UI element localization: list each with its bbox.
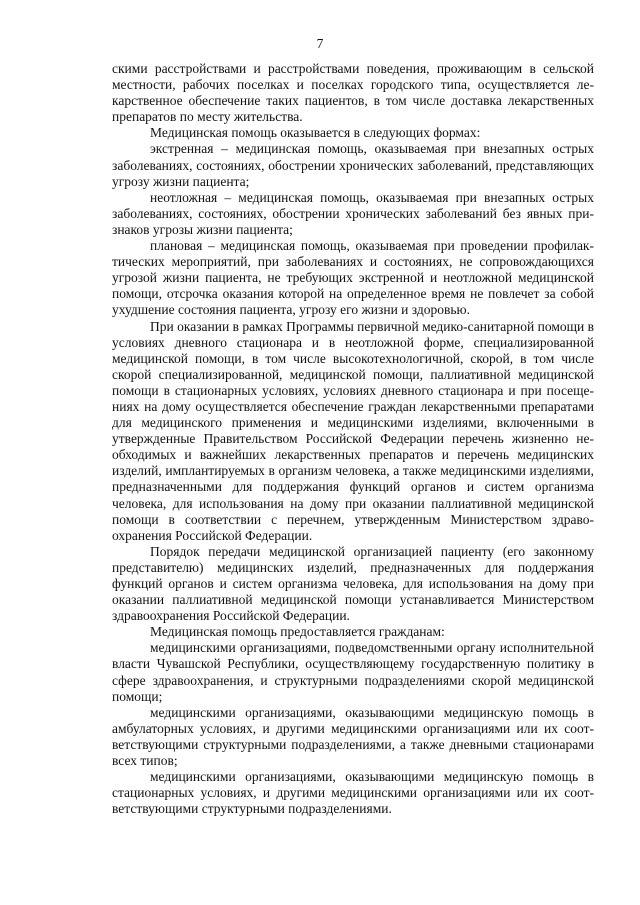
paragraph-urgent: неотложная – медицинская помощь, оказываемая при внезапных острых заболеваниях, состояниях, обострении хронических заболеваний без явных признаков угрозы жизни пациента; xyxy=(112,189,594,237)
paragraph-provider-outpatient: медицинскими организациями, оказывающими медицинскую помощь в амбулаторных условиях, и другими медицинскими организациями или их соответствующими структурными подразделениями, а также дневными стационарами всех типов; xyxy=(112,704,594,769)
paragraph-planned: плановая – медицинская помощь, оказываемая при проведении профилактических мероприятий, при заболеваниях и состояниях, не сопровождающихся угрозой жизни пациента, не требующих экстренной и неотложной медицинской помощи, отсрочка оказания которой на определенное время не повлечет за собой ухудшение состояния пациента, угрозу его жизни и здоровью. xyxy=(112,238,594,318)
paragraph-continuation: скими расстройствами и расстройствами поведения, проживающим в сельской местности, рабочих поселках и поселках городского типа, осуществляется лекарственное обеспечение таких пациентов, в том числе доставка лекарственных препаратов по месту жительства. xyxy=(112,61,594,125)
paragraph-forms-intro: Медицинская помощь оказывается в следующих формах: xyxy=(150,125,481,141)
paragraph-drug-provision: При оказании в рамках Программы первичной медико-санитарной помощи в условиях дневного стационара и в неотложной форме, специализированной медицинской помощи, в том числе высокотехнологичной, скорой, в том числе скорой специализированной, медицинской помощи, паллиативной медицинской помощи в стационарных условиях, условиях дневного стационара и при посещениях на дому осуществляется обеспечение граждан лекарственными препаратами для медицинского применения и медицинскими изделиями, включенными в утвержденные Правительством Российской Федерации перечень жизненно необходимых и важнейших лекарственных препаратов и перечень медицинских изделий, имплантируемых в организм человека, а также медицинскими изделиями, предназначенными для поддержания функций органов и систем организма человека, для использования на дому при оказании паллиативной медицинской помощи в соответствии с перечнем, утвержденным Министерством здравоохранения Российской Федерации. xyxy=(112,318,594,543)
paragraph-provider-inpatient: медицинскими организациями, оказывающими медицинскую помощь в стационарных условиях, и другими медицинскими организациями или их соответствующими структурными подразделениями. xyxy=(112,769,594,817)
paragraph-emergency: экстренная – медицинская помощь, оказываемая при внезапных острых заболеваниях, состояниях, обострении хронических заболеваний, представляющих угрозу жизни пациента; xyxy=(112,141,594,189)
document-body xyxy=(112,61,594,817)
paragraph-device-transfer: Порядок передачи медицинской организацией пациенту (его законному представителю) медицинских изделий, предназначенных для поддержания функций органов и систем организма человека, для использования на дому при оказании паллиативной медицинской помощи устанавливается Министерством здравоохранения Российской Федерации. xyxy=(112,543,594,624)
paragraph-providers-intro: Медицинская помощь предоставляется гражданам: xyxy=(150,624,445,640)
page-number: 7 xyxy=(316,36,324,51)
paragraph-provider-subordinate: медицинскими организациями, подведомственными органу исполнительной власти Чувашской Республики, осуществляющему государственную политику в сфере здравоохранения, и структурными подразделениями скорой медицинской помощи; xyxy=(112,640,594,704)
